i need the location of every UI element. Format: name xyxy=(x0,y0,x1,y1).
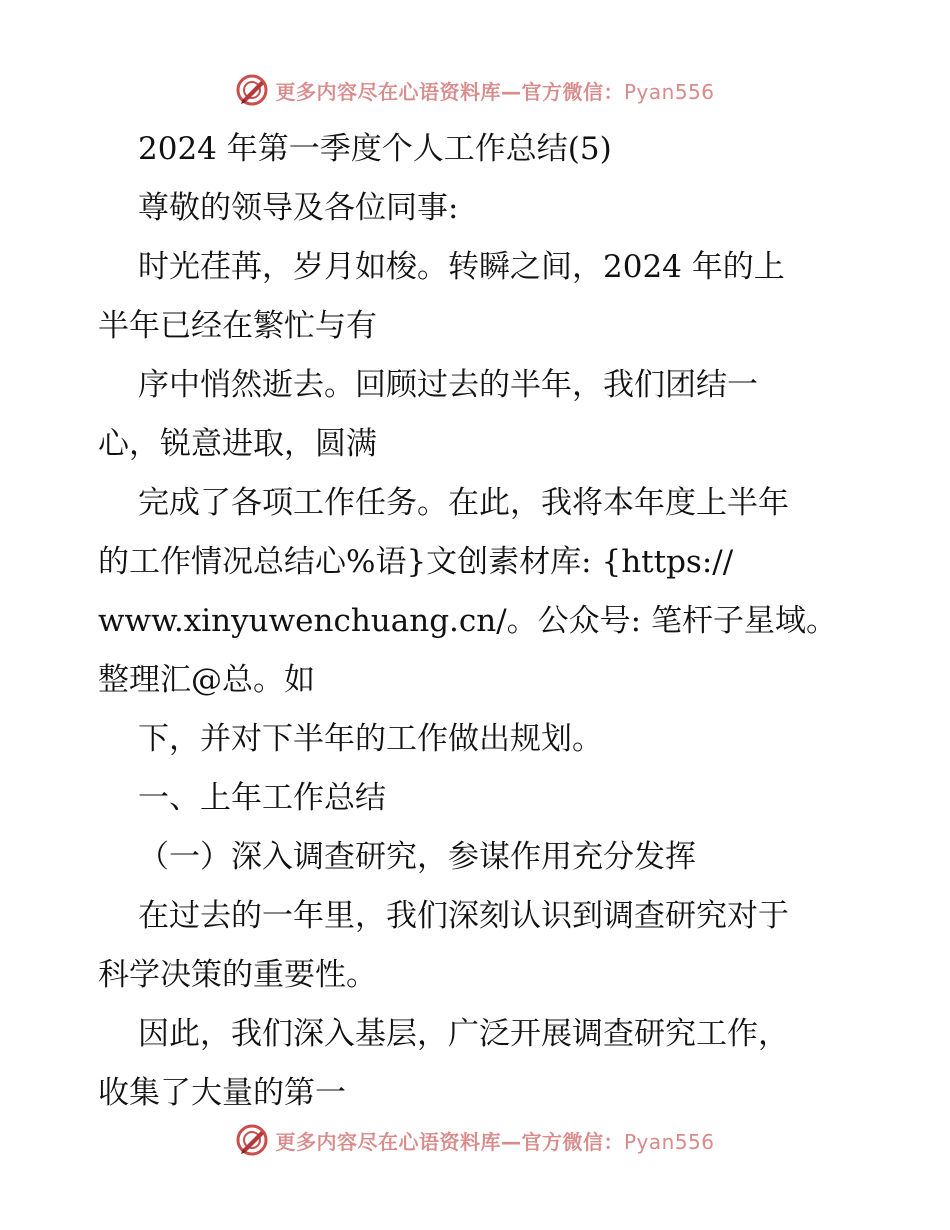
text-line: 整理汇@总。如 xyxy=(98,662,315,698)
text-line: 序中悄然逝去。回顾过去的半年，我们团结一 xyxy=(138,367,758,403)
document-body xyxy=(98,120,858,1123)
text-line: www.xinyuwenchuang.cn/。公众号: 笔杆子星域。 xyxy=(98,603,837,639)
text-line: 尊敬的领导及各位同事: xyxy=(138,190,459,226)
pen-logo-icon xyxy=(235,73,269,107)
watermark-text: 更多内容尽在心语资料库—官方微信：Pyan556 xyxy=(275,1129,715,1154)
text-line: 的工作情况总结心%语}文创素材库: {https:// xyxy=(98,544,734,580)
text-line: 在过去的一年里，我们深刻认识到调查研究对于 xyxy=(138,898,789,934)
text-line: 因此，我们深入基层，广泛开展调查研究工作， xyxy=(138,1016,789,1052)
text-line: （一）深入调查研究，参谋作用充分发挥 xyxy=(138,839,696,875)
text-line: 心，锐意进取，圆满 xyxy=(98,426,377,462)
text-line: 下，并对下半年的工作做出规划。 xyxy=(138,721,603,757)
text-line: 时光荏苒，岁月如梭。转瞬之间，2024 年的上 xyxy=(138,249,785,285)
text-line: 一、上年工作总结 xyxy=(138,780,386,816)
watermark-footer xyxy=(0,1120,950,1160)
text-line: 2024 年第一季度个人工作总结(5) xyxy=(138,131,612,167)
text-line: 收集了大量的第一 xyxy=(98,1075,346,1111)
text-line: 完成了各项工作任务。在此，我将本年度上半年 xyxy=(138,485,789,521)
watermark-text: 更多内容尽在心语资料库—官方微信：Pyan556 xyxy=(275,79,715,104)
pen-logo-icon xyxy=(235,1123,269,1157)
watermark-header xyxy=(0,70,950,110)
text-line: 科学决策的重要性。 xyxy=(98,957,377,993)
text-line: 半年已经在繁忙与有 xyxy=(98,308,377,344)
